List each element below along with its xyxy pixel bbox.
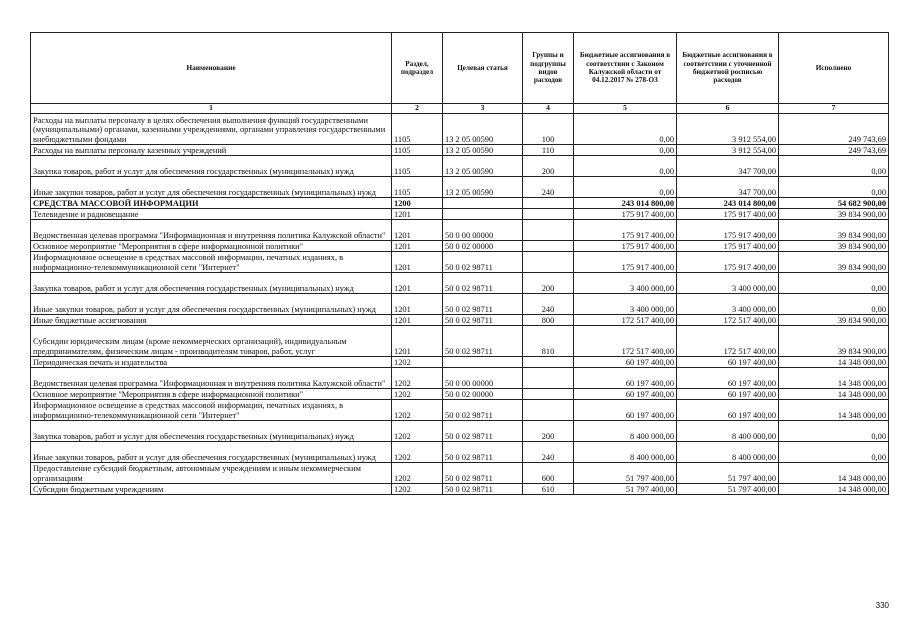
table-row: [31, 241, 889, 252]
law-allocation-cell: 172 517 400,00: [574, 326, 677, 357]
executed-cell: 39 834 900,00: [779, 220, 889, 241]
table-row: [31, 156, 889, 177]
expense-group-cell: 240: [523, 442, 574, 463]
target-article-cell: 13 2 05 00590: [443, 114, 523, 145]
refined-allocation-cell: 175 917 400,00: [677, 252, 779, 273]
executed-cell: 14 348 000,00: [779, 400, 889, 421]
section-code-cell: 1201: [392, 273, 443, 294]
expense-group-cell: [523, 357, 574, 368]
executed-cell: 0,00: [779, 421, 889, 442]
target-article-cell: 50 0 00 00000: [443, 220, 523, 241]
expense-group-cell: [523, 400, 574, 421]
row-name-cell: Информационное освещение в средствах массовой информации, печатных изданиях, в информационно-телекоммуникационной сети "Интернет": [31, 400, 392, 421]
executed-cell: 249 743,69: [779, 114, 889, 145]
law-allocation-cell: 60 197 400,00: [574, 389, 677, 400]
column-number: 4: [523, 104, 574, 114]
row-name-cell: Закупка товаров, работ и услуг для обеспечения государственных (муниципальных) нужд: [31, 421, 392, 442]
target-article-cell: 50 0 02 98711: [443, 463, 523, 484]
expense-group-cell: 240: [523, 294, 574, 315]
executed-cell: 39 834 900,00: [779, 209, 889, 220]
executed-cell: 14 348 000,00: [779, 484, 889, 495]
row-name-cell: Телевидение и радиовещание: [31, 209, 392, 220]
expense-group-cell: 200: [523, 156, 574, 177]
table-row: [31, 294, 889, 315]
refined-allocation-cell: 51 797 400,00: [677, 484, 779, 495]
page-number: 330: [875, 601, 889, 610]
expense-group-cell: 100: [523, 114, 574, 145]
executed-cell: 0,00: [779, 273, 889, 294]
expense-group-cell: [523, 209, 574, 220]
law-allocation-cell: 3 400 000,00: [574, 273, 677, 294]
section-code-cell: 1202: [392, 442, 443, 463]
table-row: [31, 357, 889, 368]
law-allocation-cell: 8 400 000,00: [574, 442, 677, 463]
column-number: 5: [574, 104, 677, 114]
refined-allocation-cell: 175 917 400,00: [677, 220, 779, 241]
executed-cell: 39 834 900,00: [779, 326, 889, 357]
column-number-row: [31, 104, 889, 114]
law-allocation-cell: 51 797 400,00: [574, 463, 677, 484]
row-name-cell: Закупка товаров, работ и услуг для обеспечения государственных (муниципальных) нужд: [31, 156, 392, 177]
section-code-cell: 1201: [392, 241, 443, 252]
expense-group-cell: 810: [523, 326, 574, 357]
row-name-cell: Периодическая печать и издательства: [31, 357, 392, 368]
table-row: [31, 114, 889, 145]
section-code-cell: 1201: [392, 252, 443, 273]
section-code-cell: 1105: [392, 114, 443, 145]
target-article-cell: [443, 209, 523, 220]
table-row: [31, 389, 889, 400]
row-name-cell: Предоставление субсидий бюджетным, автономным учреждениям и иным некоммерческим организациям: [31, 463, 392, 484]
expense-group-cell: 110: [523, 145, 574, 156]
target-article-cell: 13 2 05 00590: [443, 156, 523, 177]
section-code-cell: 1201: [392, 294, 443, 315]
law-allocation-cell: 243 014 800,00: [574, 198, 677, 209]
row-name-cell: Субсидии бюджетным учреждениям: [31, 484, 392, 495]
target-article-cell: 50 0 02 98711: [443, 315, 523, 326]
refined-allocation-cell: 60 197 400,00: [677, 368, 779, 389]
expense-group-cell: [523, 241, 574, 252]
law-allocation-cell: 175 917 400,00: [574, 241, 677, 252]
target-article-cell: 50 0 00 00000: [443, 368, 523, 389]
expense-group-cell: [523, 389, 574, 400]
header-law: Бюджетные ассигнования в соответствии с Законом Калужской области от 04.12.2017 № 278-ОЗ: [574, 33, 677, 104]
refined-allocation-cell: 175 917 400,00: [677, 209, 779, 220]
table-row: [31, 198, 889, 209]
table-row: [31, 209, 889, 220]
table-body: [31, 114, 889, 495]
row-name-cell: Информационное освещение в средствах массовой информации, печатных изданиях, в информационно-телекоммуникационной сети "Интернет": [31, 252, 392, 273]
table-row: [31, 252, 889, 273]
expense-group-cell: 600: [523, 463, 574, 484]
header-name: Наименование: [31, 33, 392, 104]
refined-allocation-cell: 3 912 554,00: [677, 145, 779, 156]
executed-cell: 0,00: [779, 294, 889, 315]
executed-cell: 54 682 900,00: [779, 198, 889, 209]
refined-allocation-cell: 60 197 400,00: [677, 400, 779, 421]
law-allocation-cell: 60 197 400,00: [574, 357, 677, 368]
refined-allocation-cell: 60 197 400,00: [677, 389, 779, 400]
law-allocation-cell: 60 197 400,00: [574, 400, 677, 421]
target-article-cell: 50 0 02 00000: [443, 241, 523, 252]
refined-allocation-cell: 51 797 400,00: [677, 463, 779, 484]
table-row: [31, 368, 889, 389]
law-allocation-cell: 175 917 400,00: [574, 220, 677, 241]
budget-table: [30, 32, 889, 495]
executed-cell: 39 834 900,00: [779, 252, 889, 273]
column-number: 1: [31, 104, 392, 114]
executed-cell: 14 348 000,00: [779, 357, 889, 368]
row-name-cell: Основное мероприятие "Мероприятия в сфере информационной политики": [31, 389, 392, 400]
column-number: 3: [443, 104, 523, 114]
table-row: [31, 326, 889, 357]
row-name-cell: Основное мероприятие "Мероприятия в сфере информационной политики": [31, 241, 392, 252]
expense-group-cell: [523, 368, 574, 389]
target-article-cell: 50 0 02 98711: [443, 326, 523, 357]
executed-cell: 39 834 900,00: [779, 315, 889, 326]
refined-allocation-cell: 243 014 800,00: [677, 198, 779, 209]
refined-allocation-cell: 8 400 000,00: [677, 421, 779, 442]
row-name-cell: Субсидии юридическим лицам (кроме некоммерческих организаций), индивидуальным предпринимателям, физическим лицам - производителям товаров, работ, услуг: [31, 326, 392, 357]
section-code-cell: 1202: [392, 357, 443, 368]
row-name-cell: СРЕДСТВА МАССОВОЙ ИНФОРМАЦИИ: [31, 198, 392, 209]
row-name-cell: Иные закупки товаров, работ и услуг для обеспечения государственных (муниципальных) нужд: [31, 177, 392, 198]
law-allocation-cell: 0,00: [574, 145, 677, 156]
section-code-cell: 1202: [392, 463, 443, 484]
expense-group-cell: 200: [523, 273, 574, 294]
law-allocation-cell: 51 797 400,00: [574, 484, 677, 495]
section-code-cell: 1105: [392, 145, 443, 156]
expense-group-cell: 200: [523, 421, 574, 442]
executed-cell: 0,00: [779, 442, 889, 463]
target-article-cell: 50 0 02 98711: [443, 484, 523, 495]
expense-group-cell: 240: [523, 177, 574, 198]
law-allocation-cell: 3 400 000,00: [574, 294, 677, 315]
target-article-cell: 50 0 02 98711: [443, 294, 523, 315]
table-row: [31, 145, 889, 156]
law-allocation-cell: 175 917 400,00: [574, 252, 677, 273]
section-code-cell: 1105: [392, 177, 443, 198]
section-code-cell: 1202: [392, 484, 443, 495]
executed-cell: 14 348 000,00: [779, 368, 889, 389]
refined-allocation-cell: 172 517 400,00: [677, 326, 779, 357]
law-allocation-cell: 172 517 400,00: [574, 315, 677, 326]
row-name-cell: Ведомственная целевая программа "Информационная и внутренняя политика Калужской области": [31, 368, 392, 389]
table-row: [31, 273, 889, 294]
executed-cell: 0,00: [779, 177, 889, 198]
section-code-cell: 1202: [392, 400, 443, 421]
column-number: 7: [779, 104, 889, 114]
law-allocation-cell: 8 400 000,00: [574, 421, 677, 442]
header-section: Раздел, подраздел: [392, 33, 443, 104]
section-code-cell: 1201: [392, 220, 443, 241]
column-number: 2: [392, 104, 443, 114]
table-row: [31, 463, 889, 484]
expense-group-cell: [523, 198, 574, 209]
target-article-cell: 50 0 02 98711: [443, 442, 523, 463]
expense-group-cell: [523, 220, 574, 241]
section-code-cell: 1201: [392, 315, 443, 326]
refined-allocation-cell: 347 700,00: [677, 177, 779, 198]
target-article-cell: 50 0 02 98711: [443, 252, 523, 273]
expense-group-cell: 610: [523, 484, 574, 495]
section-code-cell: 1200: [392, 198, 443, 209]
executed-cell: 0,00: [779, 156, 889, 177]
executed-cell: 39 834 900,00: [779, 241, 889, 252]
table-row: [31, 442, 889, 463]
refined-allocation-cell: 3 912 554,00: [677, 114, 779, 145]
row-name-cell: Иные бюджетные ассигнования: [31, 315, 392, 326]
section-code-cell: 1201: [392, 326, 443, 357]
target-article-cell: 50 0 02 00000: [443, 389, 523, 400]
expense-group-cell: [523, 252, 574, 273]
header-refined: Бюджетные ассигнования в соответствии с уточненной бюджетной росписью расходов: [677, 33, 779, 104]
refined-allocation-cell: 3 400 000,00: [677, 294, 779, 315]
section-code-cell: 1202: [392, 368, 443, 389]
table-row: [31, 400, 889, 421]
executed-cell: 14 348 000,00: [779, 389, 889, 400]
target-article-cell: [443, 198, 523, 209]
refined-allocation-cell: 172 517 400,00: [677, 315, 779, 326]
header-groups: Группы и подгруппы видов расходов: [523, 33, 574, 104]
target-article-cell: 50 0 02 98711: [443, 273, 523, 294]
table-row: [31, 484, 889, 495]
row-name-cell: Закупка товаров, работ и услуг для обеспечения государственных (муниципальных) нужд: [31, 273, 392, 294]
row-name-cell: Расходы на выплаты персоналу в целях обеспечения выполнения функций государственными (муниципальными) органами, казенными учреждениями, органами управления государственными внебюджетными фондами: [31, 114, 392, 145]
refined-allocation-cell: 3 400 000,00: [677, 273, 779, 294]
row-name-cell: Ведомственная целевая программа "Информационная и внутренняя политика Калужской области": [31, 220, 392, 241]
executed-cell: 14 348 000,00: [779, 463, 889, 484]
target-article-cell: [443, 357, 523, 368]
section-code-cell: 1105: [392, 156, 443, 177]
table-row: [31, 220, 889, 241]
refined-allocation-cell: 8 400 000,00: [677, 442, 779, 463]
section-code-cell: 1202: [392, 389, 443, 400]
row-name-cell: Иные закупки товаров, работ и услуг для обеспечения государственных (муниципальных) нужд: [31, 442, 392, 463]
target-article-cell: 50 0 02 98711: [443, 400, 523, 421]
law-allocation-cell: 0,00: [574, 114, 677, 145]
header-executed: Исполнено: [779, 33, 889, 104]
row-name-cell: Иные закупки товаров, работ и услуг для обеспечения государственных (муниципальных) нужд: [31, 294, 392, 315]
table-row: [31, 177, 889, 198]
target-article-cell: 50 0 02 98711: [443, 421, 523, 442]
target-article-cell: 13 2 05 00590: [443, 177, 523, 198]
section-code-cell: 1202: [392, 421, 443, 442]
section-code-cell: 1201: [392, 209, 443, 220]
law-allocation-cell: 60 197 400,00: [574, 368, 677, 389]
executed-cell: 249 743,69: [779, 145, 889, 156]
target-article-cell: 13 2 05 00590: [443, 145, 523, 156]
header-article: Целевая статья: [443, 33, 523, 104]
refined-allocation-cell: 175 917 400,00: [677, 241, 779, 252]
table-row: [31, 421, 889, 442]
expense-group-cell: 800: [523, 315, 574, 326]
law-allocation-cell: 175 917 400,00: [574, 209, 677, 220]
column-number: 6: [677, 104, 779, 114]
table-row: [31, 315, 889, 326]
law-allocation-cell: 0,00: [574, 177, 677, 198]
law-allocation-cell: 0,00: [574, 156, 677, 177]
table-header-row: [31, 33, 889, 104]
row-name-cell: Расходы на выплаты персоналу казенных учреждений: [31, 145, 392, 156]
refined-allocation-cell: 347 700,00: [677, 156, 779, 177]
refined-allocation-cell: 60 197 400,00: [677, 357, 779, 368]
